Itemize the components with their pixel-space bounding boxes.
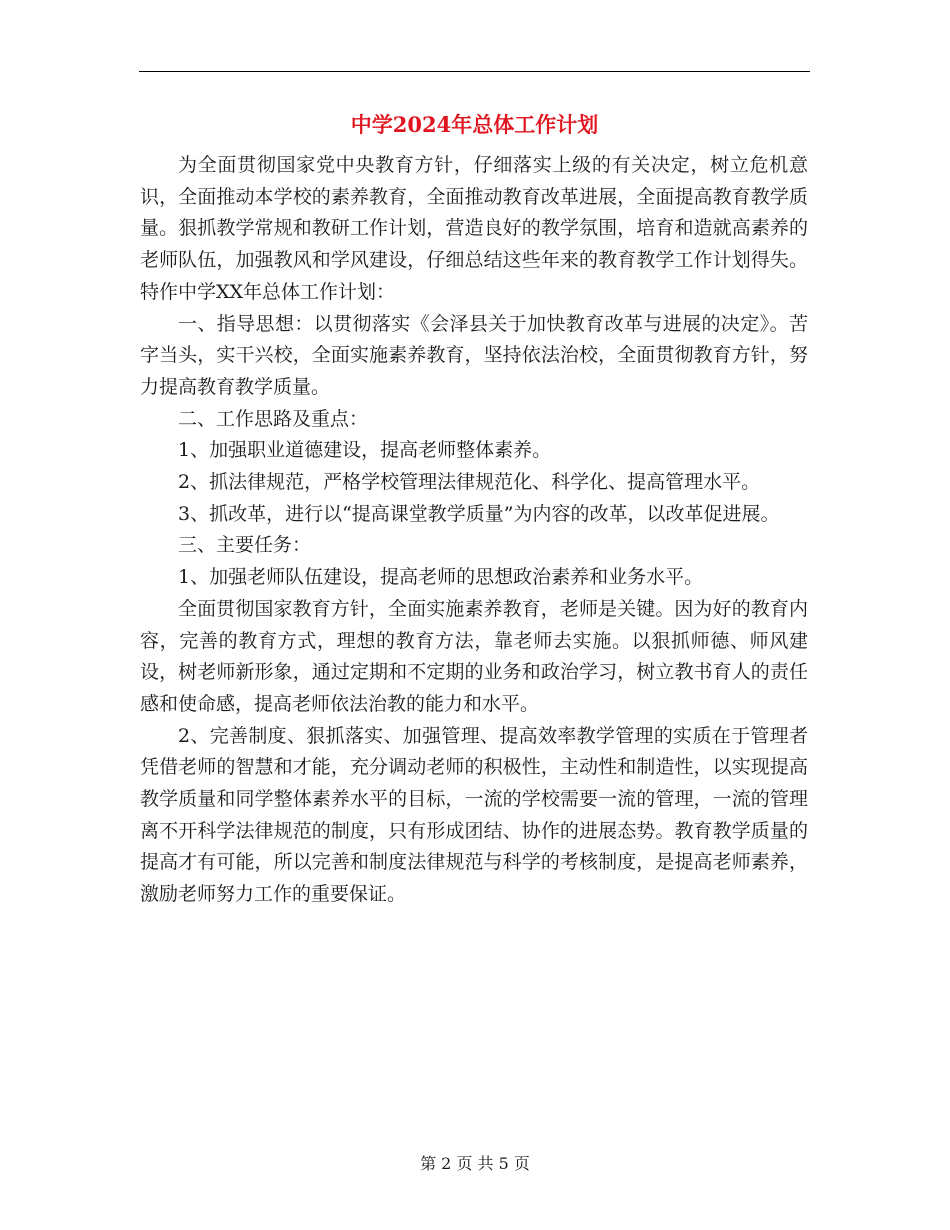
document-body xyxy=(140,150,808,911)
paragraph: 2、抓法律规范，严格学校管理法律规范化、科学化、提高管理水平。 xyxy=(178,471,761,494)
paragraph: 一、指导思想：以贯彻落实《会泽县关于加快教育改革与进展的决定》。苦字当头，实干兴校，全面实施素养教育，坚持依法治校，全面贯彻教育方针，努力提高教育教学质量。 xyxy=(140,312,808,398)
paragraph: 三、主要任务： xyxy=(178,534,312,557)
header-rule xyxy=(139,71,810,72)
document-title: 中学2024年总体工作计划 xyxy=(350,112,599,137)
paragraph: 3、抓改革，进行以“提高课堂教学质量”为内容的改革，以改革促进展。 xyxy=(178,502,780,525)
paragraph: 二、工作思路及重点： xyxy=(178,407,369,430)
paragraph: 为全面贯彻国家党中央教育方针，仔细落实上级的有关决定，树立危机意识，全面推动本学校的素养教育，全面推动教育改革进展，全面提高教育教学质量。狠抓教学常规和教研工作计划，营造良好的教学氛围，培育和造就高素养的老师队伍，加强教风和学风建设，仔细总结这些年来的教育教学工作计划得失。特作中学XX年总体工作计划： xyxy=(140,154,808,303)
page-footer: 第 2 页 共 5 页 xyxy=(420,1154,530,1173)
paragraph: 1、加强老师队伍建设，提高老师的思想政治素养和业务水平。 xyxy=(178,566,704,589)
paragraph: 1、加强职业道德建设，提高老师整体素养。 xyxy=(178,439,552,462)
paragraph: 全面贯彻国家教育方针，全面实施素养教育，老师是关键。因为好的教育内容，完善的教育方式，理想的教育方法，靠老师去实施。以狠抓师德、师风建设，树老师新形象，通过定期和不定期的业务和政治学习，树立教书育人的责任感和使命感，提高老师依法治教的能力和水平。 xyxy=(140,597,808,715)
paragraph: 2、完善制度、狠抓落实、加强管理、提高效率教学管理的实质在于管理者凭借老师的智慧和才能，充分调动老师的积极性，主动性和制造性，以实现提高教学质量和同学整体素养水平的目标，一流的学校需要一流的管理，一流的管理离不开科学法律规范的制度，只有形成团结、协作的进展态势。教育教学质量的提高才有可能，所以完善和制度法律规范与科学的考核制度，是提高老师素养，激励老师努力工作的重要保证。 xyxy=(140,724,808,906)
